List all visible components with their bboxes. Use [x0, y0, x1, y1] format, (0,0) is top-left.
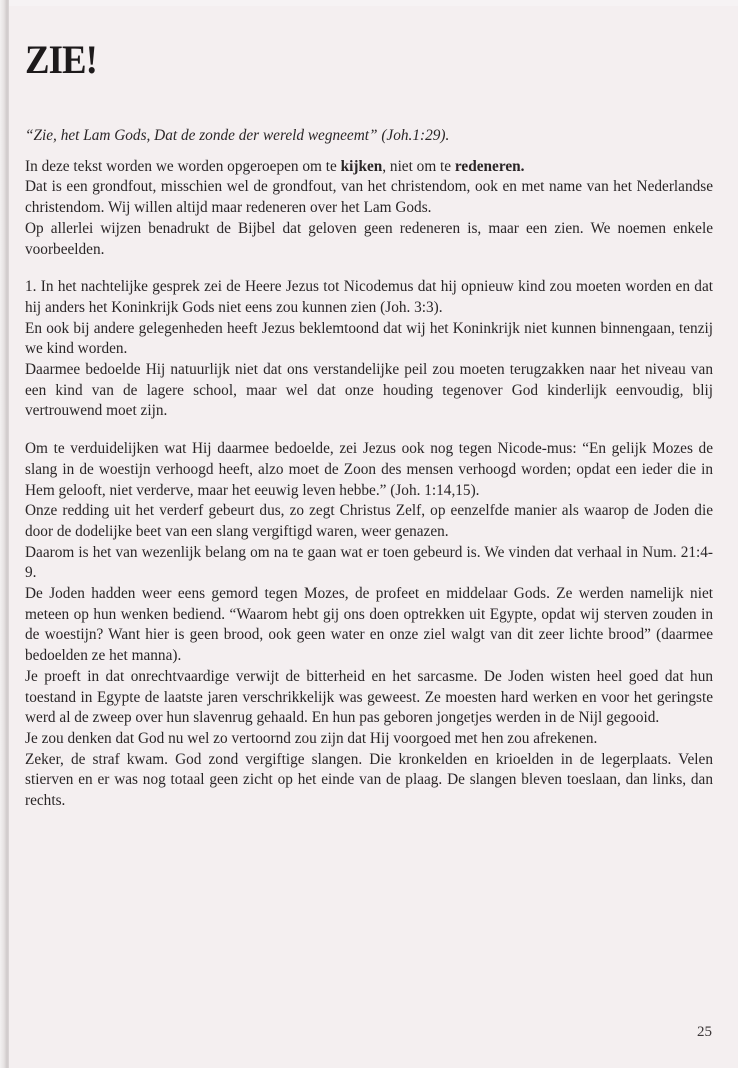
paragraph: Dat is een grondfout, misschien wel de grondfout, van het christendom, ook en met name van het Nederlandse christendom. Wij willen altijd maar redeneren over het Lam Gods.	[25, 178, 713, 217]
intro-text-mid: , niet om te	[382, 157, 455, 175]
page-spine-shadow	[0, 0, 9, 1068]
intro-emphasis-redeneren: redeneren.	[454, 157, 525, 175]
intro-emphasis-kijken: kijken	[340, 157, 383, 175]
paragraph: Daarmee bedoelde Hij natuurlijk niet dat ons verstandelijke peil zou moeten terugzakken naar het niveau van een kind van de lagere school, maar wel dat onze houding tegenover God kinderlijk eenvoudig, blij vertrouwend moet zijn.	[25, 361, 713, 420]
paragraph: 1. In het nachtelijke gesprek zei de Heere Jezus tot Nicodemus dat hij opnieuw kind zou moeten worden en dat hij anders het Koninkrijk Gods niet eens zou kunnen zien (Joh. 3:3).	[25, 278, 713, 316]
page-top-edge	[0, 0, 738, 6]
paragraph: Zeker, de straf kwam. God zond vergiftige slangen. Die kronkelden en krioelden in de legerplaats. Velen stierven en er was nog totaal geen zicht op het einde van de plaag. De slangen bleven toeslaan, dan links, dan rechts.	[25, 750, 713, 810]
paragraph: Op allerlei wijzen benadrukt de Bijbel dat geloven geen redeneren is, maar een zien. We noemen enkele voorbeelden.	[25, 219, 713, 258]
paragraph: Daarom is het van wezenlijk belang om na te gaan wat er toen gebeurd is. We vinden dat verhaal in Num. 21:4-9.	[25, 543, 713, 582]
intro-text-pre: In deze tekst worden we worden opgeroepen om te	[25, 157, 341, 175]
paragraph: En ook bij andere gelegenheden heeft Jezus beklemtoond dat wij het Koninkrijk niet kunnen binnengaan, tenzij we kind worden.	[25, 319, 713, 358]
page-number: 25	[697, 1024, 712, 1040]
intro-paragraph	[25, 157, 713, 178]
paragraph: Om te verduidelijken wat Hij daarmee bedoelde, zei Jezus ook nog tegen Nicode-mus: “En gelijk Mozes de slang in de woestijn verhoogd heeft, alzo moet de Zoon des mensen verhoogd worden; opdat een ieder die in Hem gelooft, niet verderve, maar het eeuwig leven hebbe.” (Joh. 1:14,15).	[25, 440, 713, 499]
paragraph: Je proeft in dat onrechtvaardige verwijt de bitterheid en het sarcasme. De Joden wisten heel goed dat hun toestand in Egypte de laatste jaren verschrikkelijk was geweest. Ze moesten hard werken en voor het geringste werd al de zweep over hun slavenrug gehaald. En hun pas geboren jongetjes werden in de Nijl gegooid.	[25, 667, 713, 727]
scripture-quote: “Zie, het Lam Gods, Dat de zonde der wereld wegneemt” (Joh.1:29).	[25, 127, 450, 144]
paragraph: Je zou denken dat God nu wel zo vertoornd zou zijn dat Hij voorgoed met hen zou afrekenen.	[25, 729, 598, 747]
body-text	[25, 126, 713, 812]
paragraph: Onze redding uit het verderf gebeurt dus, zo zegt Christus Zelf, op eenzelfde manier als waarop de Joden die door de dodelijke beet van een slang vergiftigd waren, weer genazen.	[25, 502, 713, 540]
page-title: ZIE!	[25, 37, 97, 82]
paragraph: De Joden hadden weer eens gemord tegen Mozes, de profeet en middelaar Gods. Ze werden namelijk niet meteen op hun wenken bediend. “Waarom hebt gij ons doen optrekken uit Egypte, opdat wij sterven zouden in de woestijn? Want hier is geen brood, ook geen water en onze ziel walgt van dit zeer lichte brood” (daarmee bedoelden ze het manna).	[25, 585, 713, 665]
